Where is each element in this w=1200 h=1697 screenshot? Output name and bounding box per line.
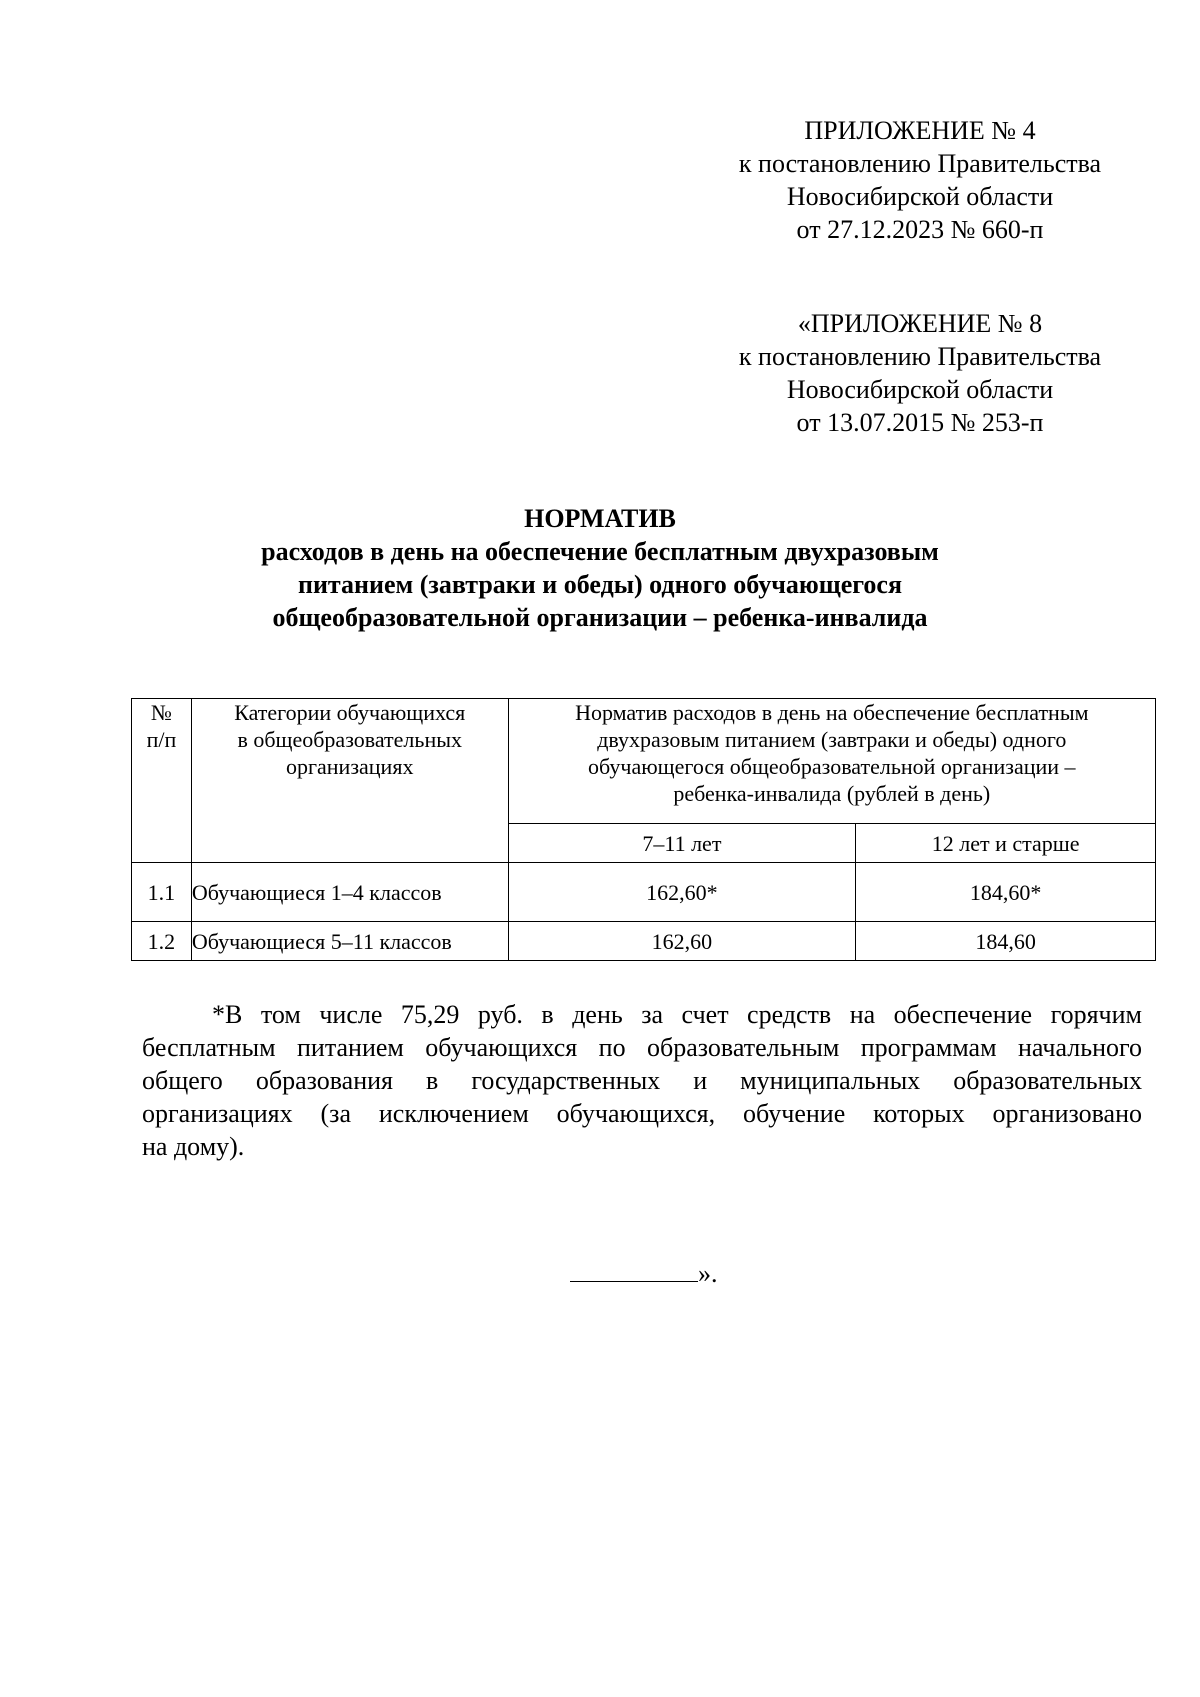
header-age-12-plus: 12 лет и старше: [856, 824, 1156, 863]
annex-amended-line: «ПРИЛОЖЕНИЕ № 8: [797, 309, 1043, 338]
norm-table: [131, 698, 1156, 961]
header-category-line: Категории обучающихся: [234, 700, 466, 725]
footnote-line: *В том числе 75,29 руб. в день за счет средств на обеспечение горячим: [212, 1000, 1142, 1029]
header-norm-cell: [508, 699, 1155, 824]
closing-rule-line: [570, 1257, 698, 1282]
annex-amended-block: [700, 307, 1140, 439]
row-value-7-11: 162,60: [508, 922, 856, 961]
header-category-cell: [191, 699, 508, 863]
header-norm-line: двухразовым питанием (завтраки и обеды) одного: [597, 727, 1067, 752]
footnote-line: организациях (за исключением обучающихся, обучение которых организовано: [142, 1099, 1142, 1128]
table-row: [132, 922, 1156, 961]
table-header-row: [132, 699, 1156, 824]
row-value-7-11: 162,60*: [508, 863, 856, 922]
annex-current-line: Новосибирской области: [786, 182, 1054, 211]
header-age-7-11: 7–11 лет: [508, 824, 856, 863]
document-subtitle-line: расходов в день на обеспечение бесплатным двухразовым: [261, 537, 939, 566]
annex-current-block: [700, 114, 1140, 246]
annex-current-line: ПРИЛОЖЕНИЕ № 4: [804, 116, 1036, 145]
row-category: Обучающиеся 1–4 классов: [191, 863, 508, 922]
annex-amended-line: к постановлению Правительства: [738, 342, 1102, 371]
document-heading: [140, 502, 1060, 634]
row-number: 1.1: [132, 863, 192, 922]
closing-quote: ».: [698, 1259, 718, 1288]
footnote-line: общего образования в государственных и муниципальных образовательных: [142, 1066, 1142, 1095]
header-number-cell: [132, 699, 192, 863]
table-row: [132, 863, 1156, 922]
header-norm-line: ребенка-инвалида (рублей в день): [673, 781, 991, 806]
annex-current-line: от 27.12.2023 № 660-п: [796, 215, 1044, 244]
document-subtitle-line: общеобразовательной организации – ребенка-инвалида: [272, 603, 928, 632]
header-category-line: организациях: [285, 754, 414, 779]
row-category: Обучающиеся 5–11 классов: [191, 922, 508, 961]
header-norm-line: Норматив расходов в день на обеспечение бесплатным: [575, 700, 1089, 725]
document-title: НОРМАТИВ: [524, 504, 676, 533]
footnote: [142, 998, 1142, 1163]
annex-amended-line: Новосибирской области: [786, 375, 1054, 404]
header-number-line: №: [150, 700, 172, 725]
header-norm-line: обучающегося общеобразовательной организации –: [588, 754, 1076, 779]
annex-current-line: к постановлению Правительства: [738, 149, 1102, 178]
closing-mark: [570, 1257, 718, 1290]
header-category-line: в общеобразовательных: [237, 727, 462, 752]
footnote-line: бесплатным питанием обучающихся по образовательным программам начального: [142, 1033, 1142, 1062]
document-subtitle-line: питанием (завтраки и обеды) одного обучающегося: [297, 570, 903, 599]
row-value-12-plus: 184,60*: [856, 863, 1156, 922]
footnote-line: на дому).: [142, 1132, 245, 1161]
annex-amended-line: от 13.07.2015 № 253-п: [796, 408, 1044, 437]
row-value-12-plus: 184,60: [856, 922, 1156, 961]
row-number: 1.2: [132, 922, 192, 961]
header-number-line: п/п: [146, 727, 177, 752]
